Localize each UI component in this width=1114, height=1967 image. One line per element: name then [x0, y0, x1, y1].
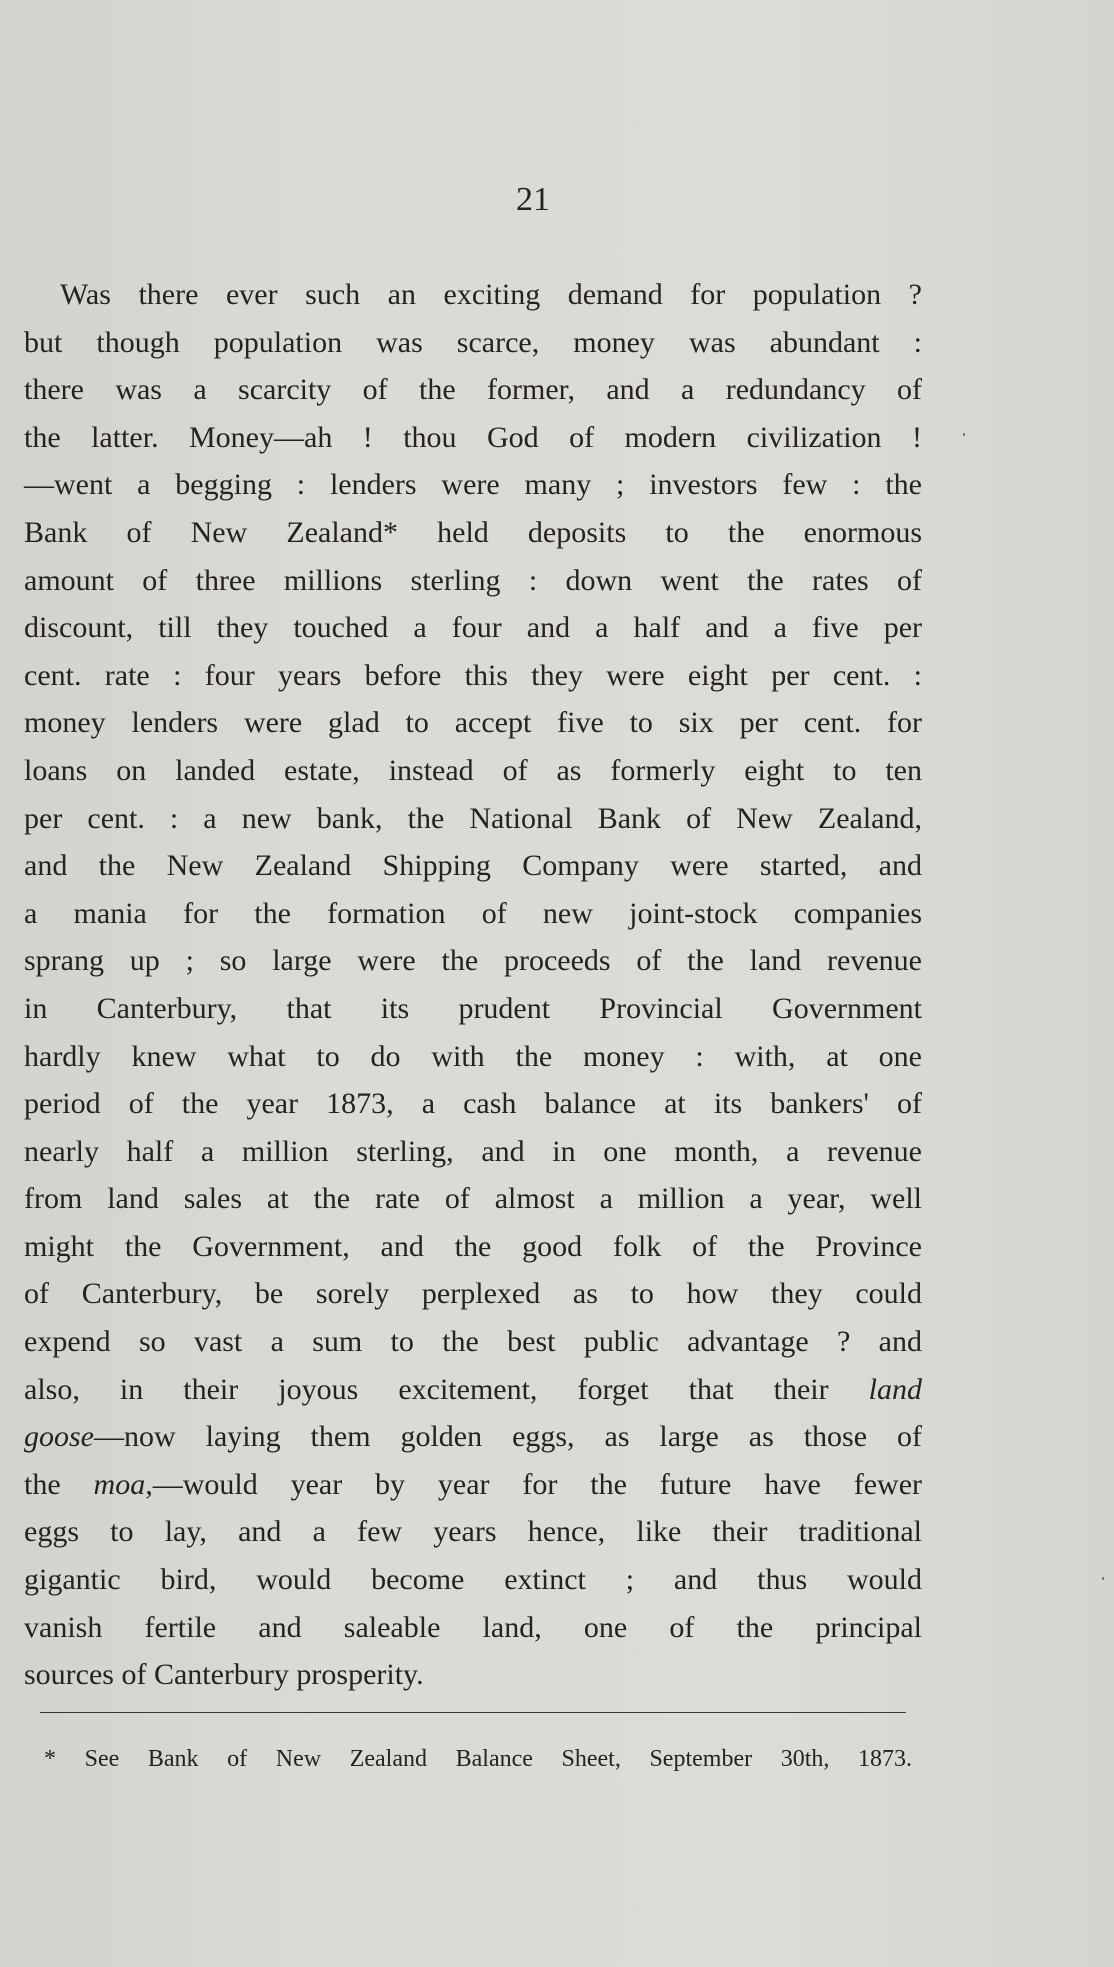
- paper-speck: [963, 433, 965, 436]
- italic-word: moa,: [93, 1467, 153, 1501]
- text-line: discount, till they touched a four and a half and a five per: [24, 611, 922, 645]
- text-line: sprang up ; so large were the proceeds of the land revenue: [24, 944, 922, 978]
- text-line: from land sales at the rate of almost a million a year, well: [24, 1182, 922, 1216]
- paper-speck: [1102, 1577, 1104, 1580]
- text-line: expend so vast a sum to the best public advantage ? and: [24, 1325, 922, 1359]
- body-text: [24, 271, 922, 1699]
- text-line: money lenders were glad to accept five to six per cent. for: [24, 706, 922, 740]
- text-segment: —would year by year for the future have fewer: [152, 1467, 923, 1501]
- text-line: eggs to lay, and a few years hence, like their traditional: [24, 1515, 922, 1549]
- text-line: there was a scarcity of the former, and a redundancy of: [24, 373, 922, 407]
- text-line: hardly knew what to do with the money : with, at one: [24, 1039, 922, 1073]
- text-line: of Canterbury, be sorely perplexed as to how they could: [24, 1277, 922, 1311]
- text-line: sources of Canterbury prosperity.: [24, 1658, 424, 1692]
- page-number: 21: [516, 181, 550, 218]
- text-line: [24, 1413, 922, 1461]
- italic-word: goose: [24, 1420, 94, 1454]
- text-line: per cent. : a new bank, the National Bank of New Zealand,: [24, 801, 922, 835]
- text-segment: also, in their joyous excitement, forget that their: [24, 1372, 829, 1406]
- text-line: [24, 1366, 922, 1414]
- text-line: gigantic bird, would become extinct ; and thus would: [24, 1563, 922, 1597]
- text-line: vanish fertile and saleable land, one of the principal: [24, 1610, 922, 1644]
- text-line: but though population was scarce, money was abundant :: [24, 325, 922, 359]
- italic-word: land: [868, 1372, 923, 1406]
- text-line: Bank of New Zealand* held deposits to the enormous: [24, 515, 922, 549]
- text-line: a mania for the formation of new joint-stock companies: [24, 896, 922, 930]
- text-line: amount of three millions sterling : down went the rates of: [24, 563, 922, 597]
- text-line: might the Government, and the good folk of the Province: [24, 1229, 922, 1263]
- text-line: and the New Zealand Shipping Company were started, and: [24, 849, 922, 883]
- text-segment: —now laying them golden eggs, as large as those of: [94, 1420, 922, 1454]
- text-line: —went a begging : lenders were many ; investors few : the: [24, 468, 922, 502]
- text-segment: the: [24, 1467, 61, 1501]
- text-line: loans on landed estate, instead of as formerly eight to ten: [24, 753, 922, 787]
- footnote: * See Bank of New Zealand Balance Sheet, September 30th, 1873.: [44, 1746, 912, 1772]
- text-line: Was there ever such an exciting demand for population ?: [60, 278, 922, 311]
- text-line: nearly half a million sterling, and in one month, a revenue: [24, 1134, 922, 1168]
- text-line: in Canterbury, that its prudent Provincial Government: [24, 991, 922, 1025]
- text-line: period of the year 1873, a cash balance at its bankers' of: [24, 1087, 922, 1121]
- footnote-divider: [40, 1712, 906, 1713]
- text-line: cent. rate : four years before this they were eight per cent. :: [24, 658, 922, 692]
- text-line: [24, 1461, 922, 1509]
- text-line: the latter. Money—ah ! thou God of modern civilization !: [24, 420, 922, 454]
